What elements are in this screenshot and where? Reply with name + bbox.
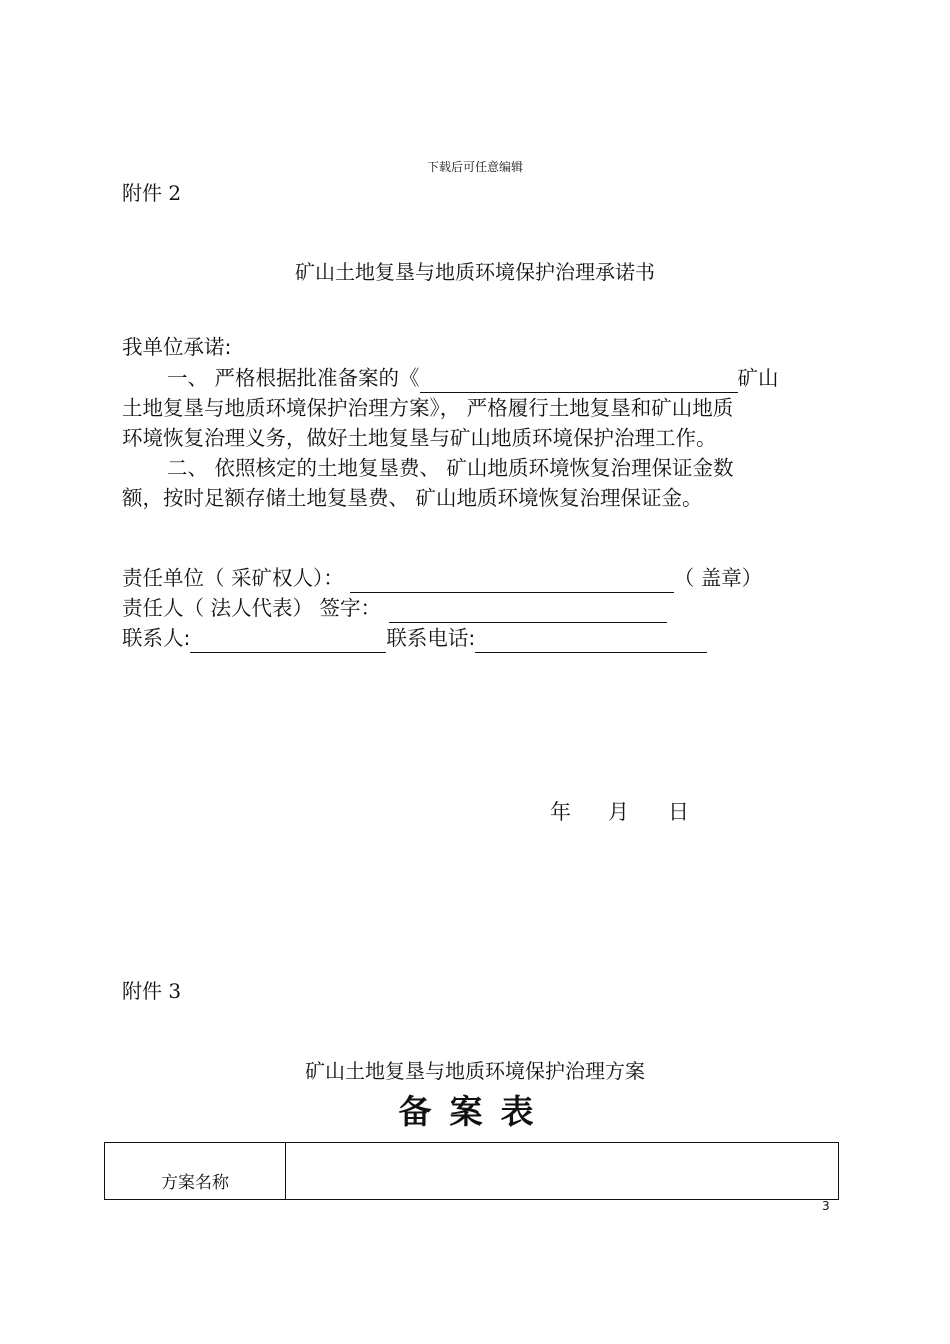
date-row [550,796,689,826]
item2-line1: 二、 依照核定的土地复垦费、 矿山地质环境恢复治理保证金数 [167,456,734,480]
contact-row [122,623,832,653]
item1-prefix: 一、 严格根据批准备案的《 [167,366,420,390]
signature-row [122,593,832,623]
table-row [105,1143,839,1200]
date-day: 日 [668,800,689,824]
signature-label: 责任人（ 法人代表） 签字： [122,596,382,620]
date-month: 月 [608,800,629,824]
contact-label: 联系人: [122,626,191,650]
attachment-3-label: 附件 3 [122,979,182,1003]
contact-blank [190,630,386,653]
signature-blank [389,600,667,623]
record-form-title: 矿山土地复垦与地质环境保护治理方案 [305,1059,645,1083]
responsible-unit-row [122,563,832,593]
commitment-intro: 我单位承诺: [122,335,232,359]
plan-name-blank [420,370,738,393]
phone-blank [475,630,707,653]
plan-name-label: 方案名称 [105,1143,286,1200]
commitment-title: 矿山土地复垦与地质环境保护治理承诺书 [295,260,655,284]
page-number: 3 [822,1199,830,1213]
date-year: 年 [550,800,571,824]
item1-line1 [167,363,837,393]
phone-label: 联系电话: [386,626,476,650]
attachment-2-label: 附件 2 [122,181,182,205]
item2-line2: 额，按时足额存储土地复垦费、 矿山地质环境恢复治理保证金。 [122,486,703,510]
item1-line2: 土地复垦与地质环境保护治理方案》， 严格履行土地复垦和矿山地质 [122,396,734,420]
header-note: 下载后可任意编辑 [426,160,523,174]
record-form-subtitle: 备案表 [398,1092,552,1131]
record-table [104,1142,839,1200]
seal-label: （ 盖章） [673,566,763,590]
responsible-unit-blank [350,570,674,593]
item1-line3: 环境恢复治理义务，做好土地复垦与矿山地质环境保护治理工作。 [122,426,717,450]
plan-name-value[interactable] [286,1143,839,1200]
item1-suffix: 矿山 [737,366,779,390]
responsible-unit-label: 责任单位（ 采矿权人）： [122,566,344,590]
